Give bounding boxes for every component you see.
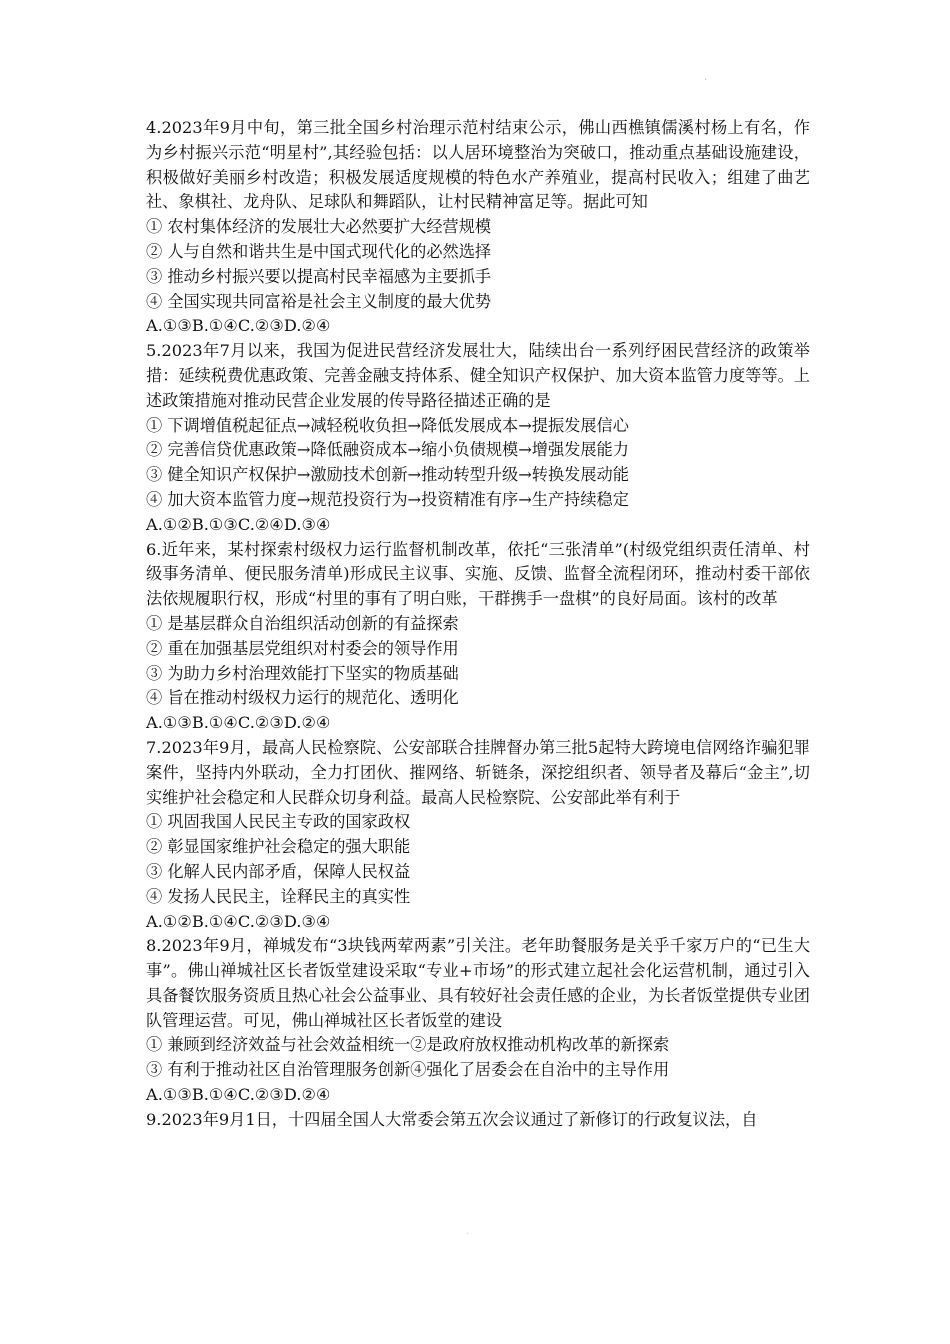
corner-mark: .: [704, 72, 708, 83]
answer-choices: A.①③B.①④C.②③D.②④: [146, 1085, 331, 1105]
question-stem: 4.2023年9月中旬，第三批全国乡村治理示范村结束公示，佛山西樵镇儒溪村杨上有名，作为乡村振兴示范“明星村”,其经验包括：以人居环境整治为突破口，推动重点基础设施建设，积极做好美丽乡村改造；积极发展适度规模的特色水产养殖业，提高村民收入；组建了曲艺社、象棋社、龙舟队、足球队和舞蹈队，让村民精神富足等。据此可知: [146, 118, 810, 212]
question-block: [146, 1108, 810, 1133]
question-list: [146, 116, 810, 1133]
footer-mark: .: [466, 1226, 470, 1237]
question-option: ④ 旨在推动村级权力运行的规范化、透明化: [146, 688, 459, 708]
question-option: ③ 为助力乡村治理效能打下坚实的物质基础: [146, 663, 459, 683]
question-option: ② 彰显国家维护社会稳定的强大职能: [146, 837, 411, 857]
question-option: ③ 有利于推动社区自治管理服务创新④强化了居委会在自治中的主导作用: [146, 1060, 670, 1080]
question-option: ② 人与自然和谐共生是中国式现代化的必然选择: [146, 241, 492, 261]
question-block: [146, 339, 810, 537]
question-option: ① 巩固我国人民民主专政的国家政权: [146, 812, 411, 832]
question-option: ④ 加大资本监管力度→规范投资行为→投资精准有序→生产持续稳定: [146, 489, 629, 509]
answer-choices: A.①②B.①④C.②③D.③④: [146, 911, 331, 931]
question-option: ④ 发扬人民民主，诠释民主的真实性: [146, 886, 411, 906]
question-option: ③ 化解人民内部矛盾，保障人民权益: [146, 861, 411, 881]
question-option: ① 农村集体经济的发展壮大必然要扩大经营规模: [146, 217, 492, 237]
question-option: ① 下调增值税起征点→减轻税收负担→降低发展成本→提振发展信心: [146, 415, 629, 435]
question-option: ① 兼顾到经济效益与社会效益相统一②是政府放权推动机构改革的新探索: [146, 1035, 670, 1055]
question-block: [146, 538, 810, 736]
question-option: ① 是基层群众自治组织活动创新的有益探索: [146, 613, 459, 633]
question-block: [146, 116, 810, 339]
question-option: ② 完善信贷优惠政策→降低融资成本→缩小负债规模→增强发展能力: [146, 440, 629, 460]
question-stem: 9.2023年9月1日，十四届全国人大常委会第五次会议通过了新修订的行政复议法，自: [146, 1109, 758, 1129]
question-option: ④ 全国实现共同富裕是社会主义制度的最大优势: [146, 291, 492, 311]
question-option: ② 重在加强基层党组织对村委会的领导作用: [146, 638, 459, 658]
question-stem: 7.2023年9月，最高人民检察院、公安部联合挂牌督办第三批5起特大跨境电信网络诈骗犯罪案件，坚持内外联动，全力打团伙、摧网络、斩链条，深挖组织者、领导者及幕后“金主”,切实维护社会稳定和人民群众切身利益。最高人民检察院、公安部此举有利于: [146, 737, 810, 807]
answer-choices: A.①③B.①④C.②③D.②④: [146, 316, 331, 336]
question-block: [146, 736, 810, 934]
answer-choices: A.①②B.①③C.②④D.③④: [146, 514, 331, 534]
question-option: ③ 推动乡村振兴要以提高村民幸福感为主要抓手: [146, 266, 492, 286]
question-option: ③ 健全知识产权保护→激励技术创新→推动转型升级→转换发展动能: [146, 465, 629, 485]
answer-choices: A.①③B.①④C.②③D.②④: [146, 713, 331, 733]
question-stem: 8.2023年9月，禅城发布“3块钱两荤两素”引关注。老年助餐服务是关乎千家万户的“已生大事”。佛山禅城社区长者饭堂建设采取“专业+市场”的形式建立起社会化运营机制，通过引入具备餐饮服务资质且热心社会公益事业、具有较好社会责任感的企业，为长者饭堂提供专业团队管理运营。可见，佛山禅城社区长者饭堂的建设: [146, 936, 810, 1030]
question-block: [146, 934, 810, 1108]
question-stem: 6.近年来，某村探索村级权力运行监督机制改革，依托“三张清单”(村级党组织责任清单、村级事务清单、便民服务清单)形成民主议事、实施、反馈、监督全流程闭环，推动村委干部依法依规履职行权，形成“村里的事有了明白账，干群携手一盘棋”的良好局面。该村的改革: [146, 539, 810, 609]
question-stem: 5.2023年7月以来，我国为促进民营经济发展壮大，陆续出台一系列纾困民营经济的政策举措：延续税费优惠政策、完善金融支持体系、健全知识产权保护、加大资本监管力度等等。上述政策措施对推动民营企业发展的传导路径描述正确的是: [146, 341, 810, 410]
